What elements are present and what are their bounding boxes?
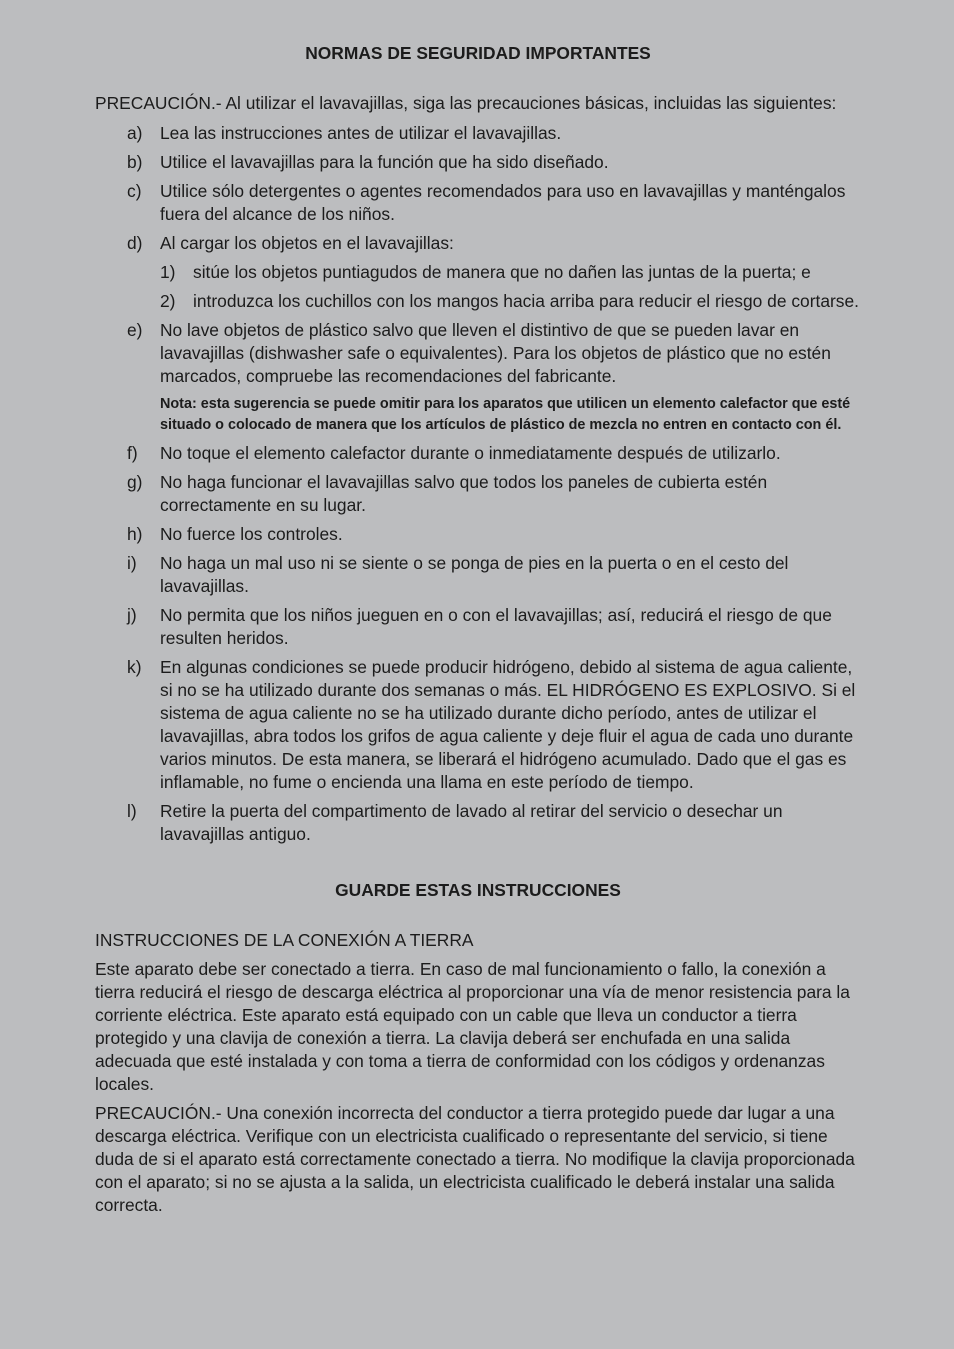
- list-item-label: a): [127, 123, 143, 143]
- list-item-f: [127, 442, 861, 465]
- list-item-a: [127, 122, 861, 145]
- document-content: [95, 42, 861, 1223]
- list-item-k: [127, 656, 861, 794]
- list-item-text: Lea las instrucciones antes de utilizar el lavavajillas.: [160, 123, 562, 143]
- list-item-text: No toque el elemento calefactor durante o inmediatamente después de utilizarlo.: [160, 443, 781, 463]
- sub-item-label: 2): [160, 291, 176, 311]
- list-item-label: h): [127, 524, 143, 544]
- sub-item-1: [160, 261, 861, 284]
- list-item-text: En algunas condiciones se puede producir hidrógeno, debido al sistema de agua caliente, si no se ha utilizado durante dos semanas o más. EL HIDRÓGENO ES EXPLOSIVO. Si el sistema de agua caliente no se ha utilizado durante dicho período, antes de utilizar el lavavajillas, abra todos los grifos de agua caliente y deje fluir el agua de cada uno durante varios minutos. De esta manera, se liberará el hidrógeno acumulado. Dado que el gas es inflamable, no fume o encienda una llama en este período de tiempo.: [160, 657, 856, 792]
- list-item-label: b): [127, 152, 143, 172]
- grounding-title: INSTRUCCIONES DE LA CONEXIÓN A TIERRA: [95, 930, 474, 950]
- note-text: Nota: esta sugerencia se puede omitir para los aparatos que utilicen un elemento calefactor que esté situado o colocado de manera que los artículos de plástico de mezcla no entren en contacto con él.: [160, 396, 851, 433]
- list-item-text: No haga funcionar el lavavajillas salvo que todos los paneles de cubierta estén correctamente en su lugar.: [160, 472, 768, 515]
- sub-item-2: [160, 290, 861, 313]
- list-item-label: g): [127, 472, 143, 492]
- list-item-g: [127, 471, 861, 517]
- list-item-label: i): [127, 553, 137, 573]
- list-item-b: [127, 151, 861, 174]
- grounding-paragraph-1: Este aparato debe ser conectado a tierra. En caso de mal funcionamiento o fallo, la conexión a tierra reducirá el riesgo de descarga eléctrica al proporcionar una vía de menor resistencia para la corriente eléctrica. Este aparato está equipado con un cable que lleva un conductor a tierra protegido y una clavija de conexión a tierra. La clavija deberá ser enchufada en una salida adecuada que esté instalada y con toma a tierra de conformidad con los códigos y ordenanzas locales.: [95, 959, 850, 1094]
- list-item-label: f): [127, 443, 138, 463]
- list-item-text: No fuerce los controles.: [160, 524, 343, 544]
- sub-item-label: 1): [160, 262, 176, 282]
- list-item-text: Utilice sólo detergentes o agentes recomendados para uso en lavavajillas y manténgalos fuera del alcance de los niños.: [160, 181, 846, 224]
- main-heading: NORMAS DE SEGURIDAD IMPORTANTES: [305, 43, 651, 63]
- list-item-label: c): [127, 181, 142, 201]
- intro-paragraph: PRECAUCIÓN.- Al utilizar el lavavajillas, siga las precauciones básicas, incluidas las siguientes:: [95, 93, 837, 113]
- save-instructions-heading: GUARDE ESTAS INSTRUCCIONES: [335, 880, 621, 900]
- list-item-c: [127, 180, 861, 226]
- list-item-label: d): [127, 233, 143, 253]
- list-item-label: k): [127, 657, 142, 677]
- grounding-paragraph-2: PRECAUCIÓN.- Una conexión incorrecta del conductor a tierra protegido puede dar lugar a una descarga eléctrica. Verifique con un electricista cualificado o representante del servicio, si tiene duda de si el aparato está correctamente conectado a tierra. No modifique la clavija proporcionada con el aparato; si no se ajusta a la salida, un electricista cualificado le deberá instalar una salida correcta.: [95, 1103, 855, 1215]
- list-item-text: Al cargar los objetos en el lavavajillas:: [160, 233, 454, 253]
- sub-item-text: introduzca los cuchillos con los mangos hacia arriba para reducir el riesgo de cortarse.: [193, 291, 860, 311]
- list-item-text: Utilice el lavavajillas para la función que ha sido diseñado.: [160, 152, 609, 172]
- list-item-j: [127, 604, 861, 650]
- list-item-e: [127, 319, 861, 388]
- list-item-label: l): [127, 801, 137, 821]
- list-item-i: [127, 552, 861, 598]
- list-item-d: [127, 232, 861, 255]
- list-item-text: No permita que los niños jueguen en o con el lavavajillas; así, reducirá el riesgo de que resulten heridos.: [160, 605, 832, 648]
- sub-item-text: sitúe los objetos puntiagudos de manera que no dañen las juntas de la puerta; e: [193, 262, 811, 282]
- list-item-text: No haga un mal uso ni se siente o se ponga de pies en la puerta o en el cesto del lavavajillas.: [160, 553, 789, 596]
- list-item-label: j): [127, 605, 137, 625]
- list-item-h: [127, 523, 861, 546]
- list-item-label: e): [127, 320, 143, 340]
- list-item-text: No lave objetos de plástico salvo que lleven el distintivo de que se pueden lavar en lavavajillas (dishwasher safe o equivalentes). Para los objetos de plástico que no estén marcados, compruebe las recomendaciones del fabricante.: [160, 320, 831, 386]
- list-item-text: Retire la puerta del compartimento de lavado al retirar del servicio o desechar un lavavajillas antiguo.: [160, 801, 783, 844]
- list-item-l: [127, 800, 861, 846]
